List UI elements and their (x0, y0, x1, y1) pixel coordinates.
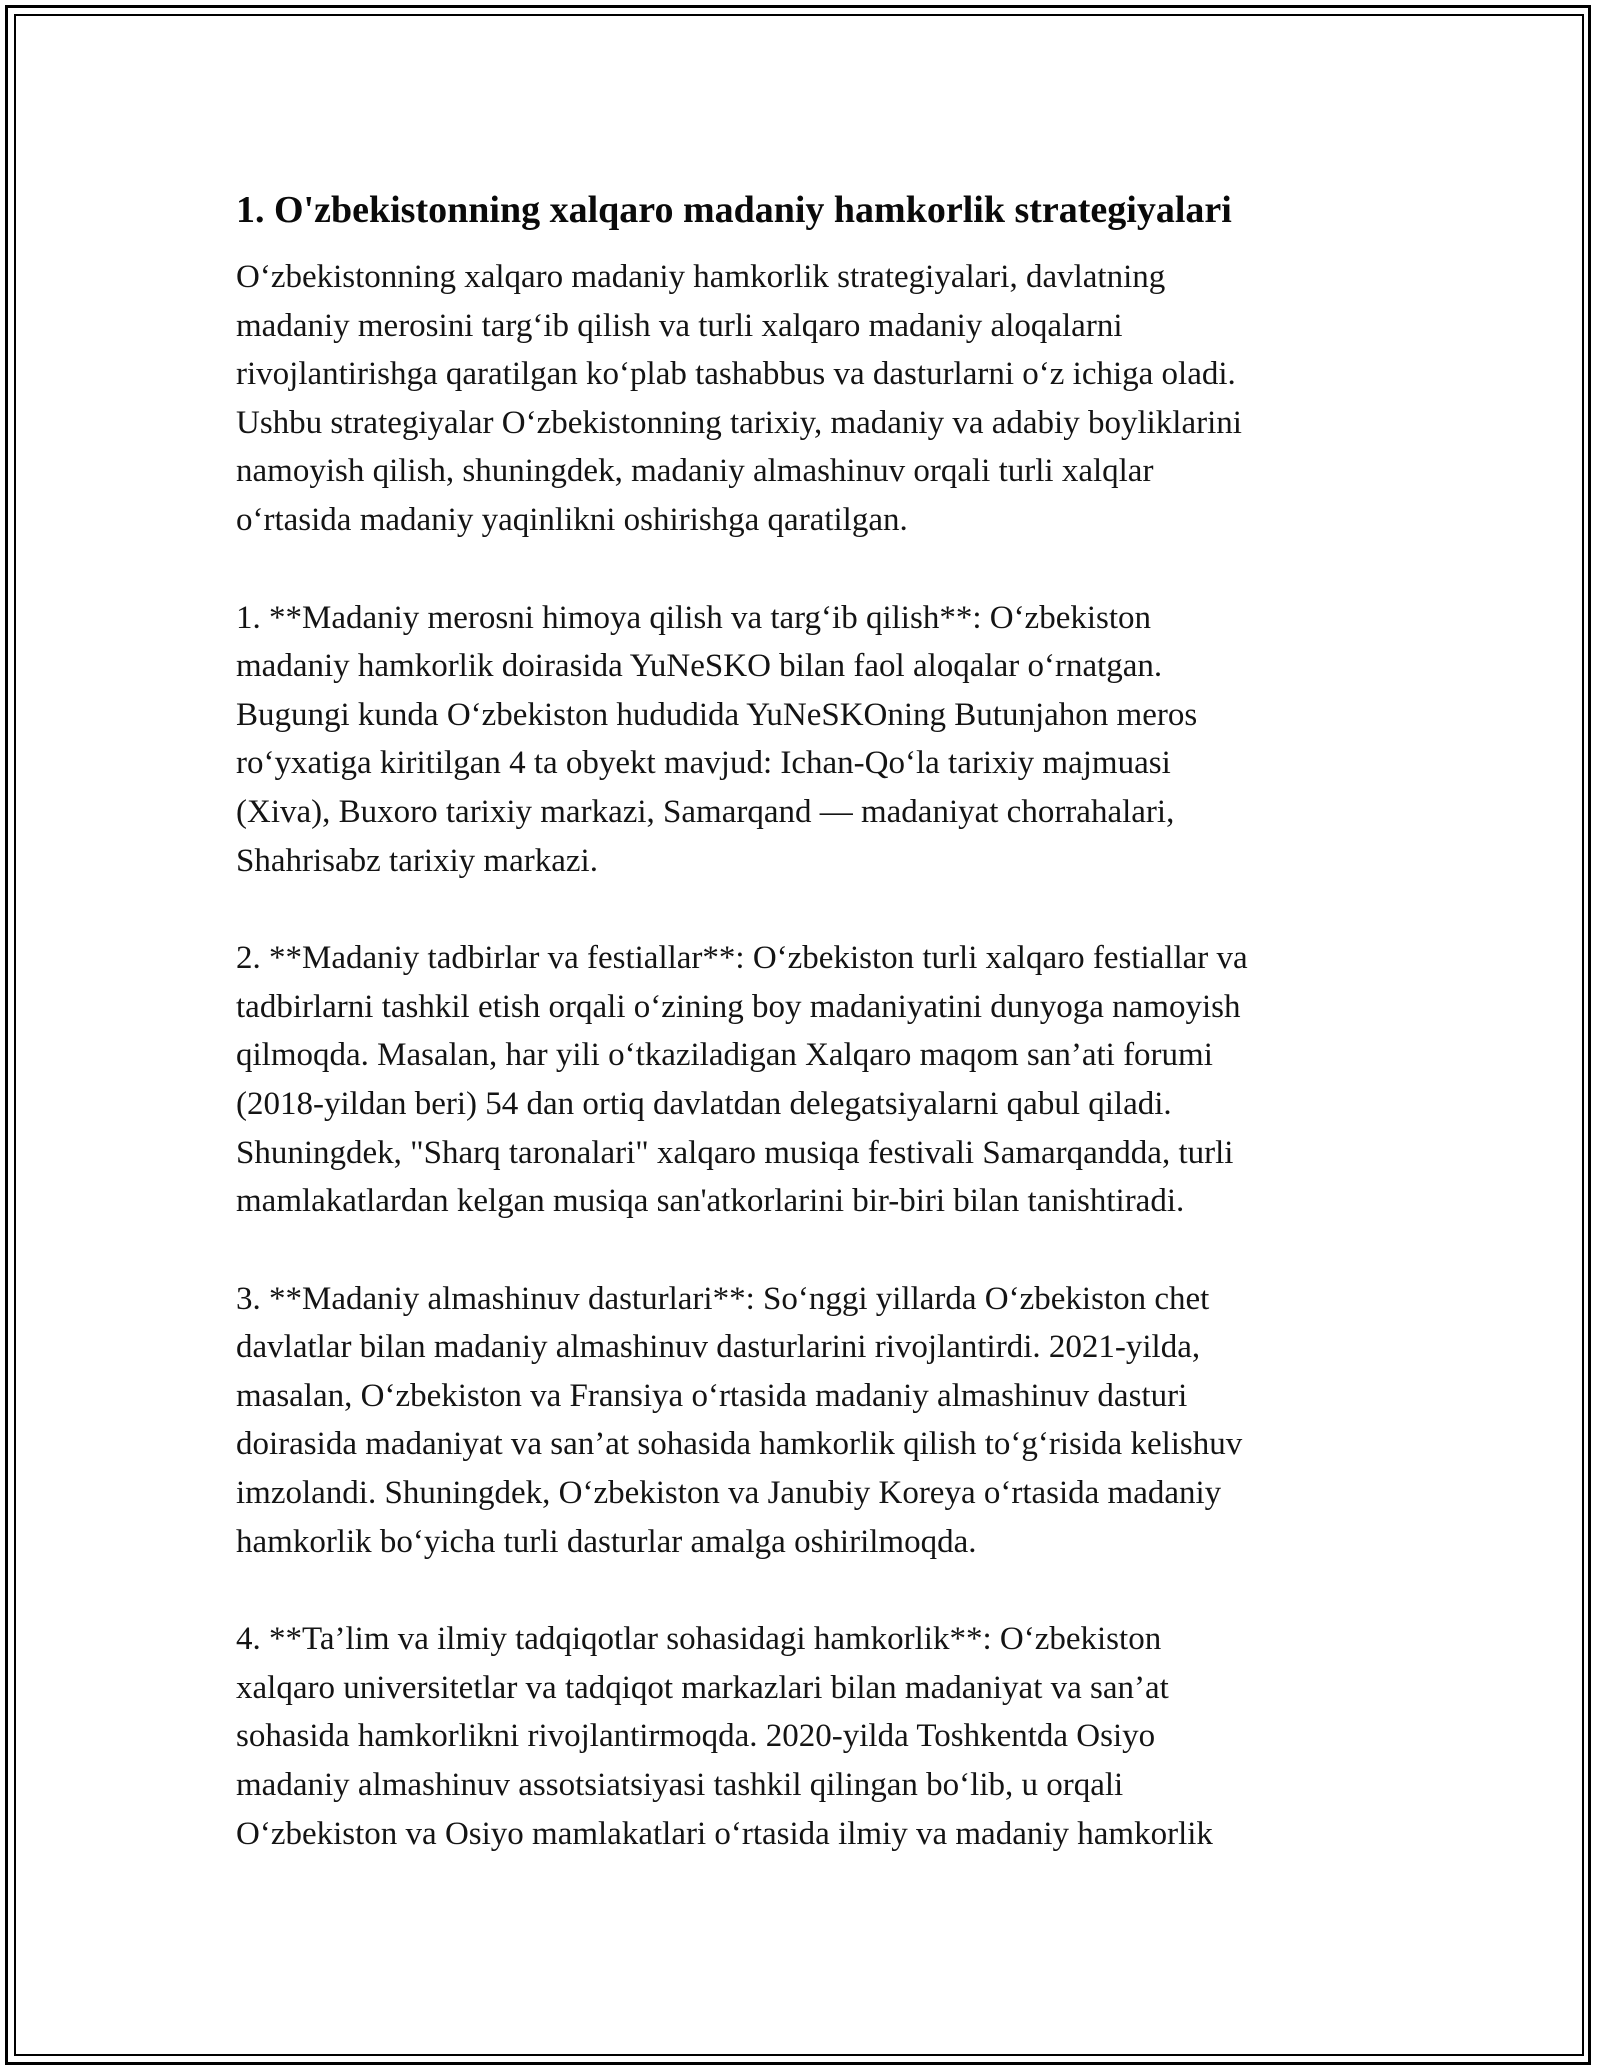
paragraph-heritage: 1. **Madaniy merosni himoya qilish va targ‘ib qilish**: O‘zbekiston madaniy hamkorlik doirasida YuNeSKO bilan faol aloqalar o‘rnatgan. Bugungi kunda O‘zbekiston hududida YuNeSKOning Butunjahon meros ro‘yxatiga kiritilgan 4 ta obyekt mavjud: Ichan-Qo‘la tarixiy majmuasi (Xiva), Buxoro tarixiy markazi, Samarqand — madaniyat chorrahalari, Shahrisabz tarixiy markazi. (236, 599, 1198, 879)
paragraph-education-research: 4. **Ta’lim va ilmiy tadqiqotlar sohasidagi hamkorlik**: O‘zbekiston xalqaro universitetlar va tadqiqot markazlari bilan madaniyat va san’at sohasida hamkorlikni rivojlantirmoqda. 2020-yilda Toshkentda Osiyo madaniy almashinuv assotsiatsiyasi tashkil qilingan bo‘lib, u orqali O‘zbekiston va Osiyo mamlakatlari o‘rtasida ilmiy va madaniy hamkorlik (236, 1621, 1213, 1852)
paragraph-intro: O‘zbekistonning xalqaro madaniy hamkorlik strategiyalari, davlatning madaniy merosini targ‘ib qilish va turli xalqaro madaniy aloqalarni rivojlantirishga qaratilgan ko‘plab tashabbus va dasturlarni o‘z ichiga oladi. Ushbu strategiyalar O‘zbekistonning tarixiy, madaniy va adabiy boyliklarini namoyish qilish, shuningdek, madaniy almashinuv orqali turli xalqlar o‘rtasida madaniy yaqinlikni oshirishga qaratilgan. (236, 259, 1242, 538)
document-body (236, 185, 1376, 1907)
paragraph-exchange-programs: 3. **Madaniy almashinuv dasturlari**: So‘nggi yillarda O‘zbekiston chet davlatlar bilan madaniy almashinuv dasturlarini rivojlantirdi. 2021-yilda, masalan, O‘zbekiston va Fransiya o‘rtasida madaniy almashinuv dasturi doirasida madaniyat va san’at sohasida hamkorlik qilish to‘g‘risida kelishuv imzolandi. Shuningdek, O‘zbekiston va Janubiy Koreya o‘rtasida madaniy hamkorlik bo‘yicha turli dasturlar amalga oshirilmoqda. (236, 1280, 1243, 1560)
document-title: 1. O'zbekistonning xalqaro madaniy hamkorlik strategiyalari (236, 189, 1232, 231)
paragraph-festivals: 2. **Madaniy tadbirlar va festiallar**: O‘zbekiston turli xalqaro festiallar va tadbirlarni tashkil etish orqali o‘zining boy madaniyatini dunyoga namoyish qilmoqda. Masalan, har yili o‘tkaziladigan Xalqaro maqom san’ati forumi (2018-yildan beri) 54 dan ortiq davlatdan delegatsiyalarni qabul qiladi. Shuningdek, "Sharq taronalari" xalqaro musiqa festivali Samarqandda, turli mamlakatlardan kelgan musiqa san'atkorlarini bir-biri bilan tanishtiradi. (236, 940, 1248, 1220)
